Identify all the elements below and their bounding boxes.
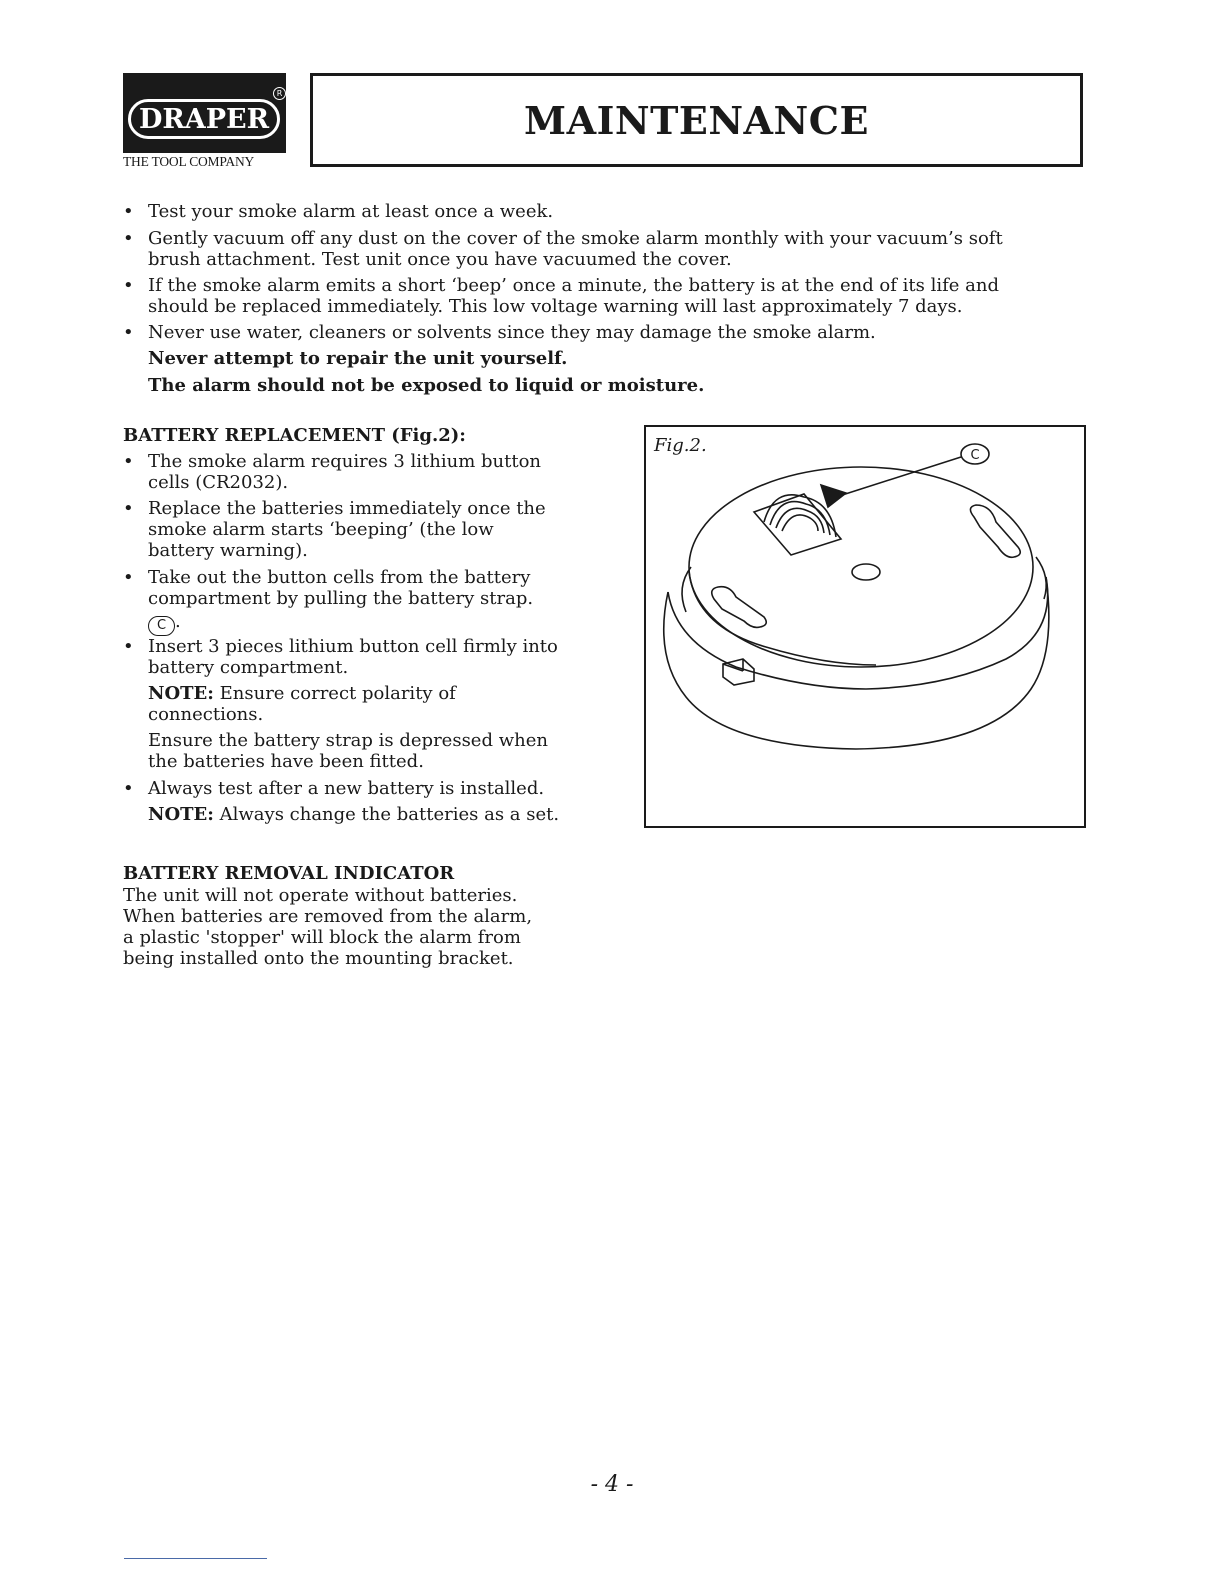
bullet-line: Test your smoke alarm at least once a week. — [148, 201, 554, 222]
maintenance-bullet-2 — [123, 228, 1063, 270]
footer-rule — [124, 1558, 267, 1559]
bullet-line: If the smoke alarm emits a short ‘beep’ once a minute, the battery is at the end of its life and — [148, 275, 1000, 296]
bullet-icon: • — [123, 451, 134, 472]
logo-tagline: THE TOOL COMPANY — [123, 154, 255, 169]
bullet-line: Always test after a new battery is installed. — [148, 778, 545, 799]
registered-mark-icon: R — [273, 87, 286, 100]
draper-logo — [123, 73, 288, 169]
logo-brand: DRAPER — [128, 99, 280, 139]
bullet-icon: • — [123, 498, 134, 519]
bullet-end: . — [175, 611, 181, 632]
bullet-icon: • — [123, 201, 134, 222]
maintenance-bullet-4 — [123, 322, 1063, 343]
maintenance-bullet-3 — [123, 275, 1063, 317]
bullet-line: Gently vacuum off any dust on the cover of the smoke alarm monthly with your vacuum’s soft — [148, 228, 1003, 249]
bullet-icon: • — [123, 636, 134, 657]
page-title: MAINTENANCE — [524, 97, 869, 143]
bullet-icon: • — [123, 228, 134, 249]
title-box — [310, 73, 1083, 167]
bullet-icon: • — [123, 778, 134, 799]
removal-line: The unit will not operate without batteries. — [123, 885, 518, 906]
logo-block — [123, 73, 286, 153]
note-polarity — [148, 683, 456, 704]
note-label: NOTE: — [148, 804, 214, 825]
bullet-line: should be replaced immediately. This low voltage warning will last approximately 7 days. — [148, 296, 963, 317]
figure-2 — [644, 425, 1086, 828]
note-text: Always change the batteries as a set. — [213, 804, 560, 825]
figure-label: Fig.2. — [654, 435, 707, 456]
bullet-icon: • — [123, 275, 134, 296]
bullet-icon: • — [123, 322, 134, 343]
removal-line: a plastic 'stopper' will block the alarm from — [123, 927, 521, 948]
bullet-line: brush attachment. Test unit once you have vacuumed the cover. — [148, 249, 732, 270]
warning-repair: Never attempt to repair the unit yourself. — [148, 348, 568, 369]
replacement-bullet-3 — [123, 567, 603, 636]
depress-line: Ensure the battery strap is depressed when — [148, 730, 548, 751]
page-number: - 4 - — [590, 1472, 634, 1497]
removal-line: When batteries are removed from the alarm, — [123, 906, 533, 927]
figure-callout-c: C — [970, 448, 980, 463]
bullet-line: battery compartment. — [148, 657, 349, 678]
bullet-line: smoke alarm starts ‘beeping’ (the low — [148, 519, 494, 540]
callout-c-icon: C — [148, 616, 175, 636]
replacement-bullet-5 — [123, 778, 603, 799]
replacement-bullet-2 — [123, 498, 603, 561]
battery-removal-heading: BATTERY REMOVAL INDICATOR — [123, 863, 455, 884]
bullet-line: Take out the button cells from the battery — [148, 567, 531, 588]
bullet-line — [148, 611, 603, 636]
depress-line: the batteries have been fitted. — [148, 751, 424, 772]
bullet-line: battery warning). — [148, 540, 308, 561]
replacement-bullet-1 — [123, 451, 603, 493]
bullet-line: Insert 3 pieces lithium button cell firmly into — [148, 636, 558, 657]
bullet-line: Never use water, cleaners or solvents since they may damage the smoke alarm. — [148, 322, 876, 343]
bullet-line: compartment by pulling the battery strap. — [148, 588, 534, 609]
note-set — [148, 804, 559, 825]
maintenance-bullet-1 — [123, 201, 1063, 222]
bullet-line: The smoke alarm requires 3 lithium button — [148, 451, 542, 472]
bullet-icon: • — [123, 567, 134, 588]
smoke-alarm-illustration — [646, 427, 1084, 826]
note-label: NOTE: — [148, 683, 214, 704]
battery-replacement-heading: BATTERY REPLACEMENT (Fig.2): — [123, 425, 466, 446]
warning-moisture: The alarm should not be exposed to liquid or moisture. — [148, 375, 705, 396]
note-polarity-cont: connections. — [148, 704, 264, 725]
bullet-line: Replace the batteries immediately once the — [148, 498, 546, 519]
bullet-line: cells (CR2032). — [148, 472, 289, 493]
replacement-bullet-4 — [123, 636, 603, 678]
note-text: Ensure correct polarity of — [213, 683, 456, 704]
removal-line: being installed onto the mounting bracket. — [123, 948, 514, 969]
